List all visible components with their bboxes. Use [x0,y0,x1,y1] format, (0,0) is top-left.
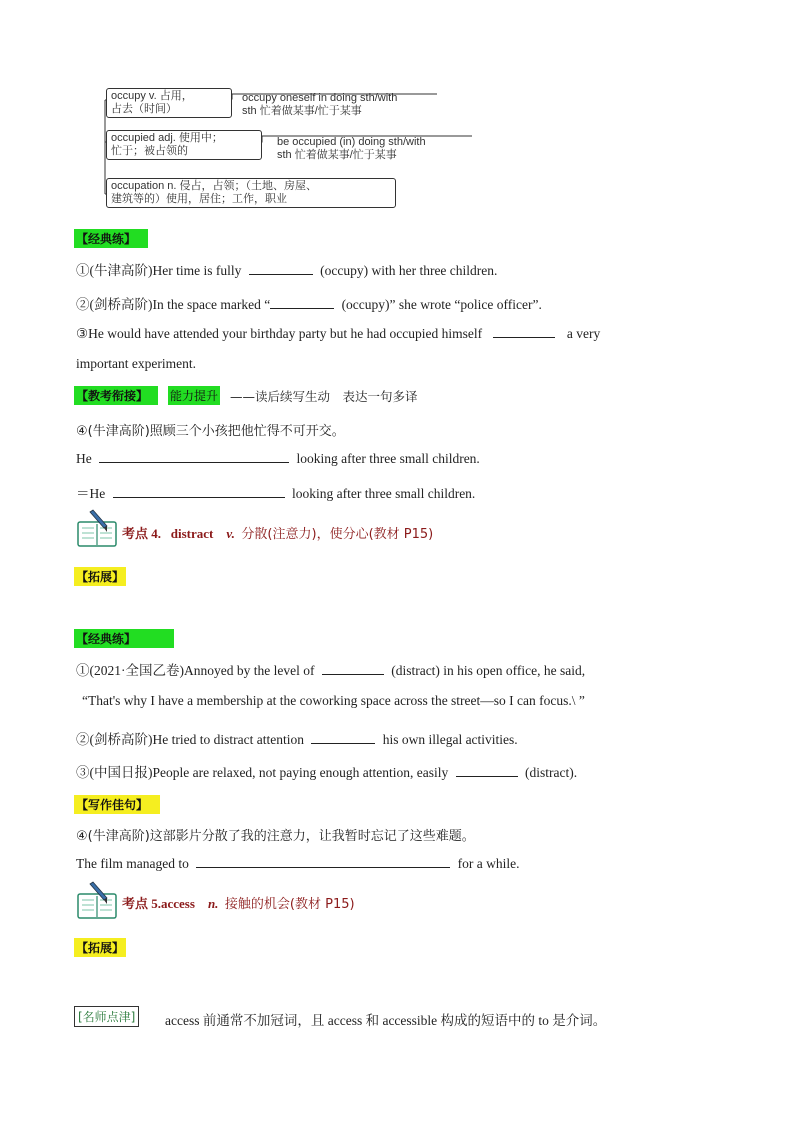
s1-question-4: ④(牛津高阶)照顾三个小孩把他忙得不可开交。 [76,424,345,439]
s1-q2-text: ②(剑桥高阶)In the space marked “ [76,297,271,312]
kaodian-4-pos: v. [226,526,235,541]
occupied-adj-extension [277,136,426,162]
s1-question-1 [76,259,497,279]
occupy-verb-box [106,88,232,118]
tuozhan-tag-1: 【拓展】 [74,567,126,586]
s2-q2-blank[interactable] [311,732,375,744]
occupied-adj-box [106,130,262,160]
s1-q1-blank[interactable] [249,263,313,275]
s2-q1-blank[interactable] [322,663,384,675]
s1-q3-text-after: a very [566,326,601,341]
s2-question-4: ④(牛津高阶)这部影片分散了我的注意力，让我暂时忘记了这些难题。 [76,829,475,844]
s1-q3-text: ③He would have attended your birthday party but he had occupied himself [76,326,483,341]
occupy-verb-extension [242,92,397,118]
occupy-verb-line2: 占去（时间） [111,103,177,115]
mingshi-tag: [名师点津] [74,1006,139,1027]
s1-q4a-text: He [76,451,92,466]
s1-q3-line2: important experiment. [76,356,196,371]
classic-practice-tag: 【经典练】 [74,229,148,248]
s2-q3-text-after: (distract). [525,765,578,780]
book-pencil-icon [76,508,120,548]
s1-q2-blank[interactable] [270,297,334,309]
occupied-adj-line2: 忙于；被占领的 [111,145,188,157]
s1-q4-version-b [76,482,475,502]
kaodian-5-pos: n. [207,896,219,911]
s2-q3-text: ③(中国日报)People are relaxed, not paying enough attention, easily [76,765,449,780]
s1-q4b-text: ＝He [76,486,106,501]
s2-question-2 [76,728,518,748]
s1-q3-blank[interactable] [493,326,555,338]
s1-question-3 [76,326,600,342]
occupied-ext-line2: sth 忙着做某事/忙于某事 [277,149,397,161]
occupation-line2: 建筑等的）使用，居住；工作，职业 [111,193,287,205]
s2-q3-blank[interactable] [456,765,518,777]
kaodian-4-heading [122,523,433,542]
occupied-ext-line1: be occupied (in) doing sth/with [277,136,426,148]
occupation-noun-box [106,178,396,208]
nengli-tag: 能力提升 [168,386,220,405]
jiaokao-tag: 【教考衔接】 [74,386,158,405]
s2-q2-text-after: his own illegal activities. [382,732,518,747]
tuozhan-tag-2: 【拓展】 [74,938,126,957]
s1-question-2 [76,293,542,313]
kaodian-4-meaning: 分散(注意力)，使分心(教材 P15) [241,527,434,542]
s2-q4-text: The film managed to [76,856,189,871]
s1-q2-text-after: (occupy)” she wrote “police officer”. [341,297,542,312]
occupy-ext-line2: sth 忙着做某事/忙于某事 [242,105,362,117]
occupy-verb-line1: occupy v. 占用， [111,90,193,102]
s2-q1-text: ①(2021·全国乙卷)Annoyed by the level of [76,663,315,678]
mingshi-text: access 前通常不加冠词，且 access 和 accessible 构成的短语中的 to 是介词。 [165,1013,607,1028]
kaodian-4-word: distract [170,526,214,541]
s2-q1-line2: “That's why I have a membership at the coworking space across the street—so I can focus.\ ” [82,693,585,708]
s1-q4b-text-after: looking after three small children. [292,486,476,501]
s2-q4-blank[interactable] [196,856,450,868]
xiezuo-tag: 【写作佳句】 [74,795,160,814]
s2-question-3 [76,761,577,781]
s1-q4a-text-after: looking after three small children. [296,451,480,466]
kaodian-5-meaning: 接触的机会(教材 P15) [224,897,355,912]
kaodian-4-label: 考点 4. [122,526,162,541]
s2-q2-text: ②(剑桥高阶)He tried to distract attention [76,732,304,747]
occupy-ext-line1: occupy oneself in doing sth/with [242,92,398,104]
occupied-adj-line1: occupied adj. 使用中； [111,132,223,144]
kaodian-5-label: 考点 5.access [122,896,195,911]
s1-q1-text-after: (occupy) with her three children. [320,263,498,278]
s2-question-1 [76,659,585,679]
s1-q4b-blank[interactable] [113,486,285,498]
s1-q4-version-a [76,451,480,467]
jiaokao-description: ——读后续写生动 表达一句多译 [230,389,418,404]
s2-q4-answer-line [76,856,519,872]
s2-q1-text-after: (distract) in his open office, he said, [391,663,586,678]
s1-q1-text: ①(牛津高阶)Her time is fully [76,263,242,278]
book-pencil-icon-2 [76,880,120,920]
classic-practice-tag-2: 【经典练】 [74,629,174,648]
s2-q4-text-after: for a while. [457,856,520,871]
s1-q4a-blank[interactable] [99,451,289,463]
kaodian-5-heading [122,893,355,912]
occupation-line1: occupation n. 侵占，占领；（土地、房屋、 [111,180,317,192]
